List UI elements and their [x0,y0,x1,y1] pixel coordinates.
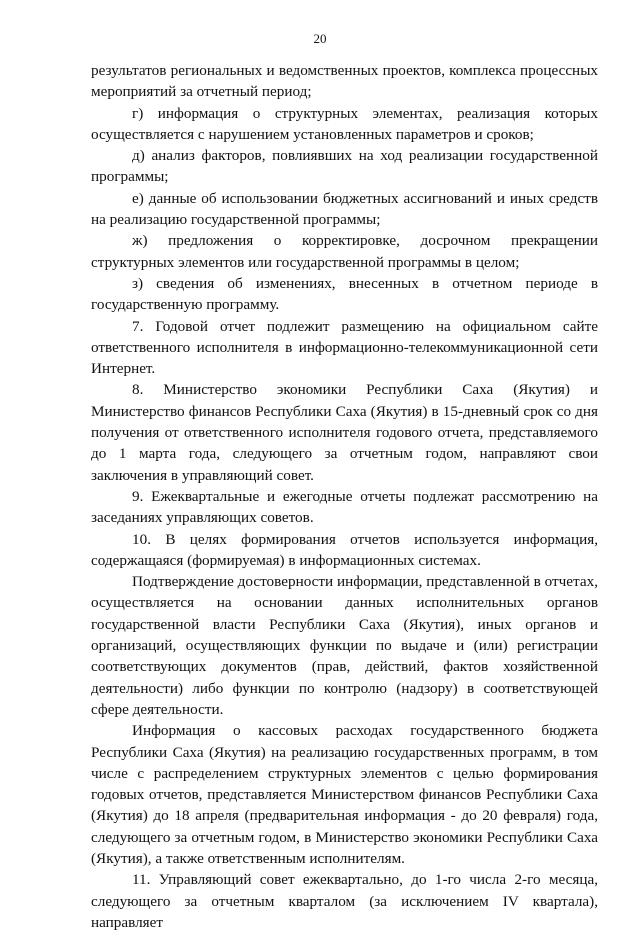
paragraph: 11. Управляющий совет ежеквартально, до 1-го числа 2-го месяца, следующего за отчетным кварталом (за исключением IV квартала), направляет [91,871,598,931]
paragraph: з) сведения об изменениях, внесенных в отчетном периоде в государственную программу. [91,274,598,314]
paragraph: д) анализ факторов, повлиявших на ход реализации государственной программы; [91,147,598,186]
paragraph: е) данные об использовании бюджетных ассигнований и иных средств на реализацию государственной программы; [91,189,598,229]
paragraph: Информация о кассовых расходах государственного бюджета Республики Саха (Якутия) на реализацию государственных программ, в том числе с распределением структурных элементов с целью формирования годовых отчетов, представляется Министерством финансов Республики Саха (Якутия) до 18 апреля (предварительная информация - до 20 февраля) года, следующего за отчетным годом, в Министерство экономики Республики Саха (Якутия), а также ответственным исполнителям. [91,722,598,867]
paragraph: 9. Ежеквартальные и ежегодные отчеты подлежат рассмотрению на заседаниях управляющих советов. [91,487,598,527]
paragraph: результатов региональных и ведомственных проектов, комплекса процессных мероприятий за отчетный период; [91,62,598,101]
paragraph: г) информация о структурных элементах, реализация которых осуществляется с нарушением установленных параметров и сроков; [91,104,598,143]
paragraph: ж) предложения о корректировке, досрочном прекращении структурных элементов или государственной программы в целом; [91,232,598,271]
document-body [91,60,598,933]
paragraph: 7. Годовой отчет подлежит размещению на официальном сайте ответственного исполнителя в информационно-телекоммуникационной сети Интернет. [91,317,598,378]
paragraph: 8. Министерство экономики Республики Саха (Якутия) и Министерство финансов Республики Саха (Якутия) в 15-дневный срок со дня получения от ответственного исполнителя годового отчета, представляемого до 1 марта года, следующего за отчетным годом, направляют свои заключения в управляющий совет. [91,381,598,484]
paragraph: Подтверждение достоверности информации, представленной в отчетах, осуществляется на основании данных исполнительных органов государственной власти Республики Саха (Якутия), иных органов и организаций, осуществляющих функции по выдаче и (или) регистрации соответствующих документов (прав, действий, фактов хозяйственной деятельности) либо функции по контролю (надзору) в соответствующей сфере деятельности. [91,573,598,718]
paragraph: 10. В целях формирования отчетов используется информация, содержащаяся (формируемая) в информационных системах. [91,530,598,569]
page-number: 20 [313,31,327,46]
